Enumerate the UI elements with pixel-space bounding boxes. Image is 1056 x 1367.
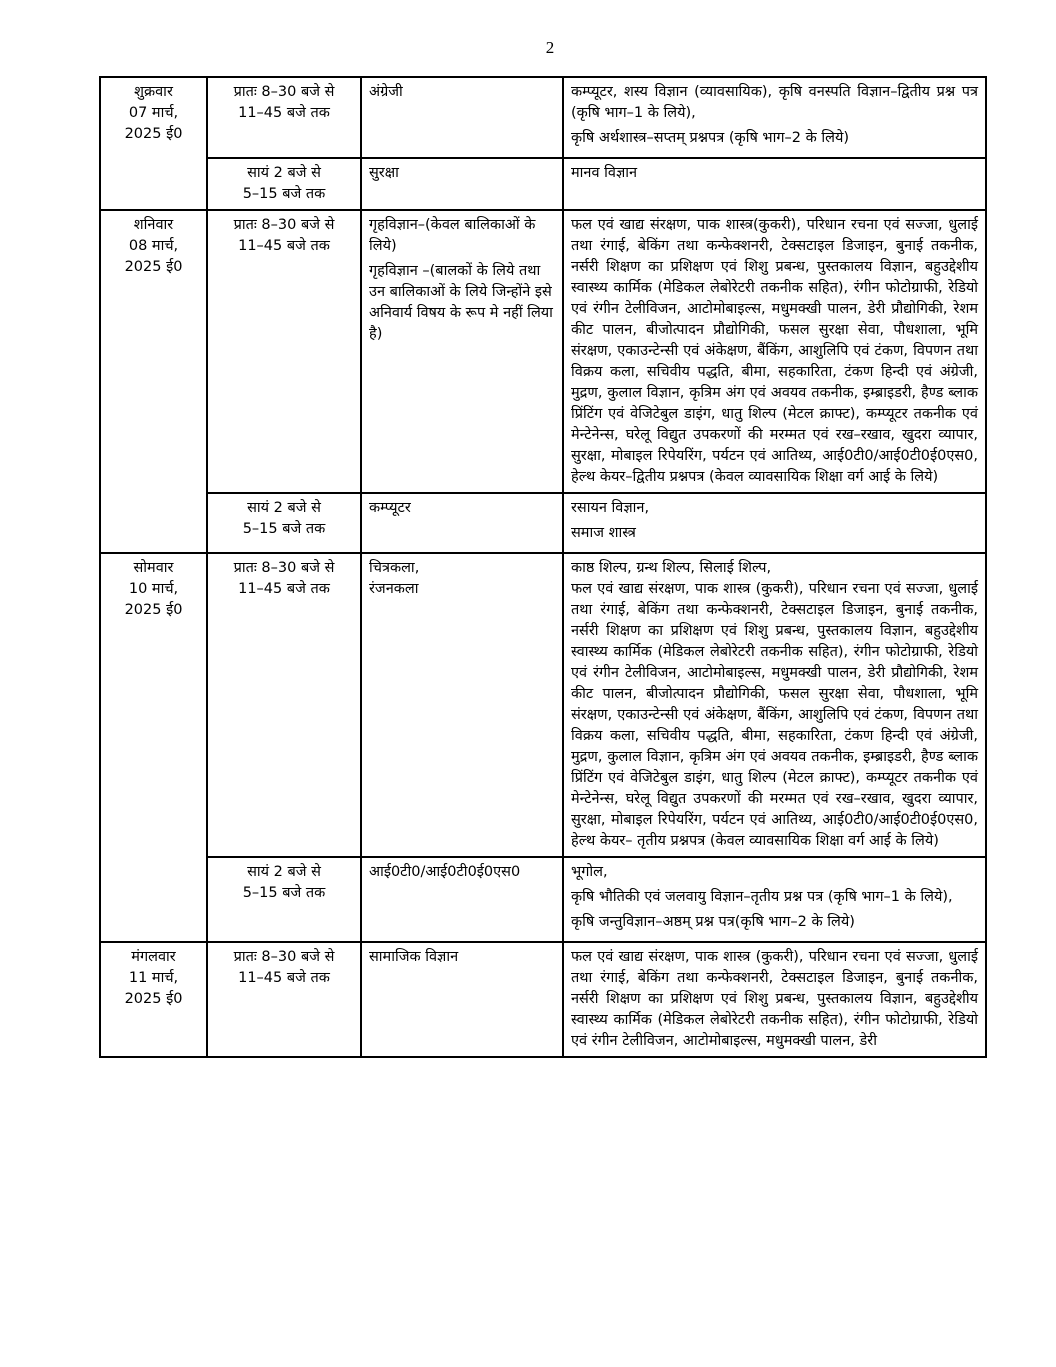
time-end: 5–15 बजे तक: [242, 521, 326, 537]
time-end: 11–45 बजे तक: [238, 238, 330, 254]
subject-text: रंजनकला: [369, 581, 419, 597]
day-cell: [100, 553, 207, 942]
subject-cell: [361, 553, 563, 857]
time-cell: [207, 942, 361, 1057]
day-name: मंगलवार: [131, 949, 176, 965]
other-subjects-cell: [563, 77, 986, 158]
day-cell: [100, 77, 207, 210]
day-cell: [100, 210, 207, 553]
day-name: शनिवार: [133, 217, 174, 233]
subject-text: चित्रकला,: [369, 560, 420, 576]
time-end: 11–45 बजे तक: [238, 105, 330, 121]
day-name: शुक्रवार: [134, 84, 173, 100]
subject-cell: [361, 493, 563, 553]
table-row: [100, 857, 986, 942]
time-start: सायं 2 बजे से: [247, 165, 321, 181]
other-subjects-text: कम्प्यूटर, शस्य विज्ञान (व्यावसायिक), कृषि वनस्पति विज्ञान–द्वितीय प्रश्न पत्र (कृषि भाग–1 के लिये),: [571, 84, 978, 121]
day-year: 2025 ई0: [124, 259, 183, 275]
time-end: 5–15 बजे तक: [242, 186, 326, 202]
time-cell: [207, 158, 361, 210]
subject-text: कम्प्यूटर: [369, 500, 411, 516]
table-row: [100, 158, 986, 210]
subject-text: आई0टी0/आई0टी0ई0एस0: [369, 864, 521, 880]
subject-cell: [361, 158, 563, 210]
subject-cell: [361, 942, 563, 1057]
subject-text: सामाजिक विज्ञान: [369, 949, 459, 965]
time-cell: [207, 553, 361, 857]
time-start: प्रातः 8–30 बजे से: [233, 217, 335, 233]
day-date: 07 मार्च,: [128, 105, 179, 121]
day-date: 10 मार्च,: [128, 581, 179, 597]
day-date: 08 मार्च,: [128, 238, 179, 254]
time-cell: [207, 210, 361, 493]
other-subjects-text: कृषि भौतिकी एवं जलवायु विज्ञान–तृतीय प्रश्न पत्र (कृषि भाग–1 के लिये),: [571, 889, 953, 905]
day-cell: [100, 942, 207, 1057]
other-subjects-text: फल एवं खाद्य संरक्षण, पाक शास्त्र (कुकरी), परिधान रचना एवं सज्जा, धुलाई तथा रंगाई, बेकिंग तथा कन्फेक्शनरी, टेक्सटाइल डिजाइन, बुनाई तकनीक, नर्सरी शिक्षण का प्रशिक्षण एवं शिशु प्रबन्ध, पुस्तकालय विज्ञान, बहुउद्देशीय स्वास्थ्य कार्मिक (मेडिकल लेबोरेटरी तकनीक सहित), रंगीन फोटोग्राफी, रेडियो एवं रंगीन टेलीविजन, आटोमोबाइल्स, मधुमक्खी पालन, डेरी: [571, 949, 978, 1049]
time-start: सायं 2 बजे से: [247, 500, 321, 516]
time-cell: [207, 77, 361, 158]
time-start: सायं 2 बजे से: [247, 864, 321, 880]
subject-cell: [361, 77, 563, 158]
other-subjects-text: रसायन विज्ञान,: [571, 500, 650, 516]
other-subjects-text: मानव विज्ञान: [571, 165, 638, 181]
time-start: प्रातः 8–30 बजे से: [233, 84, 335, 100]
exam-schedule-table: [99, 76, 987, 1058]
time-end: 11–45 बजे तक: [238, 970, 330, 986]
other-subjects-text: काष्ठ शिल्प, ग्रन्थ शिल्प, सिलाई शिल्प,: [571, 560, 772, 576]
subject-text: अंग्रेजी: [369, 84, 403, 100]
time-cell: [207, 857, 361, 942]
table-row: [100, 942, 986, 1057]
page-number: 2: [545, 38, 555, 57]
day-year: 2025 ई0: [124, 126, 183, 142]
table-row: [100, 210, 986, 493]
day-name: सोमवार: [133, 560, 174, 576]
table-row: [100, 553, 986, 857]
time-start: प्रातः 8–30 बजे से: [233, 560, 335, 576]
other-subjects-text: कृषि अर्थशास्त्र–सप्तम् प्रश्नपत्र (कृषि भाग–2 के लिये): [571, 130, 850, 146]
other-subjects-text: भूगोल,: [571, 864, 608, 880]
other-subjects-text: समाज शास्त्र: [571, 525, 636, 541]
subject-text: सुरक्षा: [369, 165, 399, 181]
table-row: [100, 493, 986, 553]
subject-text: गृहविज्ञान–(केवल बालिकाओं के लिये): [369, 217, 536, 254]
day-date: 11 मार्च,: [128, 970, 179, 986]
other-subjects-cell: [563, 493, 986, 553]
subject-text: गृहविज्ञान –(बालकों के लिये तथा उन बालिकाओं के लिये जिन्होंने इसे अनिवार्य विषय के रूप मे नहीं लिया है): [369, 263, 553, 342]
subject-cell: [361, 210, 563, 493]
time-cell: [207, 493, 361, 553]
other-subjects-cell: [563, 942, 986, 1057]
other-subjects-text: फल एवं खाद्य संरक्षण, पाक शास्त्र (कुकरी), परिधान रचना एवं सज्जा, धुलाई तथा रंगाई, बेकिंग तथा कन्फेक्शनरी, टेक्सटाइल डिजाइन, बुनाई तकनीक, नर्सरी शिक्षण का प्रशिक्षण एवं शिशु प्रबन्ध, पुस्तकालय विज्ञान, बहुउद्देशीय स्वास्थ्य कार्मिक (मेडिकल लेबोरेटरी तकनीक सहित), रंगीन फोटोग्राफी, रेडियो एवं रंगीन टेलीविजन, आटोमोबाइल्स, मधुमक्खी पालन, डेरी प्रौद्योगिकी, रेशम कीट पालन, बीजोत्पादन प्रौद्योगिकी, फसल सुरक्षा सेवा, पौधशाला, भूमि संरक्षण, एकाउन्टेन्सी एवं अंकेक्षण, बैंकिंग, आशुलिपि एवं टंकण, विपणन तथा विक्रय कला, सचिवीय पद्धति, बीमा, सहकारिता, टंकण हिन्दी एवं अंग्रेजी, मुद्रण, कुलाल विज्ञान, कृत्रिम अंग एवं अवयव तकनीक, इम्ब्राइडरी, हैण्ड ब्लाक प्रिंटिंग एवं वेजिटेबुल डाइंग, धातु शिल्प (मेटल क्राफ्ट), कम्प्यूटर तकनीक एवं मेन्टेनेन्स, घरेलू विद्युत उपकरणों की मरम्मत एवं रख–रखाव, खुदरा व्यापार, सुरक्षा, मोबाइल रिपेयरिंग, पर्यटन एवं आतिथ्य, आई0टी0/आई0टी0ई0एस0, हेल्थ केयर– तृतीय प्रश्नपत्र (केवल व्यावसायिक शिक्षा वर्ग आई के लिये): [571, 581, 978, 849]
time-start: प्रातः 8–30 बजे से: [233, 949, 335, 965]
table-row: [100, 77, 986, 158]
other-subjects-cell: [563, 553, 986, 857]
subject-cell: [361, 857, 563, 942]
other-subjects-cell: [563, 857, 986, 942]
day-year: 2025 ई0: [124, 991, 183, 1007]
time-end: 11–45 बजे तक: [238, 581, 330, 597]
day-year: 2025 ई0: [124, 602, 183, 618]
time-end: 5–15 बजे तक: [242, 885, 326, 901]
other-subjects-cell: [563, 158, 986, 210]
other-subjects-text: फल एवं खाद्य संरक्षण, पाक शास्त्र(कुकरी), परिधान रचना एवं सज्जा, धुलाई तथा रंगाई, बेकिंग तथा कन्फेक्शनरी, टेक्सटाइल डिजाइन, बुनाई तकनीक, नर्सरी शिक्षण का प्रशिक्षण एवं शिशु प्रबन्ध, पुस्तकालय विज्ञान, बहुउद्देशीय स्वास्थ्य कार्मिक (मेडिकल लेबोरेटरी तकनीक सहित), रंगीन फोटोग्राफी, रेडियो एवं रंगीन टेलीविजन, आटोमोबाइल्स, मधुमक्खी पालन, डेरी प्रौद्योगिकी, रेशम कीट पालन, बीजोत्पादन प्रौद्योगिकी, फसल सुरक्षा सेवा, पौधशाला, भूमि संरक्षण, एकाउन्टेन्सी एवं अंकेक्षण, बैंकिंग, आशुलिपि एवं टंकण, विपणन तथा विक्रय कला, सचिवीय पद्धति, बीमा, सहकारिता, टंकण हिन्दी एवं अंग्रेजी, मुद्रण, कुलाल विज्ञान, कृत्रिम अंग एवं अवयव तकनीक, इम्ब्राइडरी, हैण्ड ब्लाक प्रिंटिंग एवं वेजिटेबुल डाइंग, धातु शिल्प (मेटल क्राफ्ट), कम्प्यूटर तकनीक एवं मेन्टेनेन्स, घरेलू विद्युत उपकरणों की मरम्मत एवं रख–रखाव, खुदरा व्यापार, सुरक्षा, मोबाइल रिपेयरिंग, पर्यटन एवं आतिथ्य, आई0टी0/आई0टी0ई0एस0, हेल्थ केयर–द्वितीय प्रश्नपत्र (केवल व्यावसायिक शिक्षा वर्ग आई के लिये): [571, 217, 978, 485]
other-subjects-cell: [563, 210, 986, 493]
other-subjects-text: कृषि जन्तुविज्ञान–अष्ठम् प्रश्न पत्र(कृषि भाग–2 के लिये): [571, 914, 855, 930]
